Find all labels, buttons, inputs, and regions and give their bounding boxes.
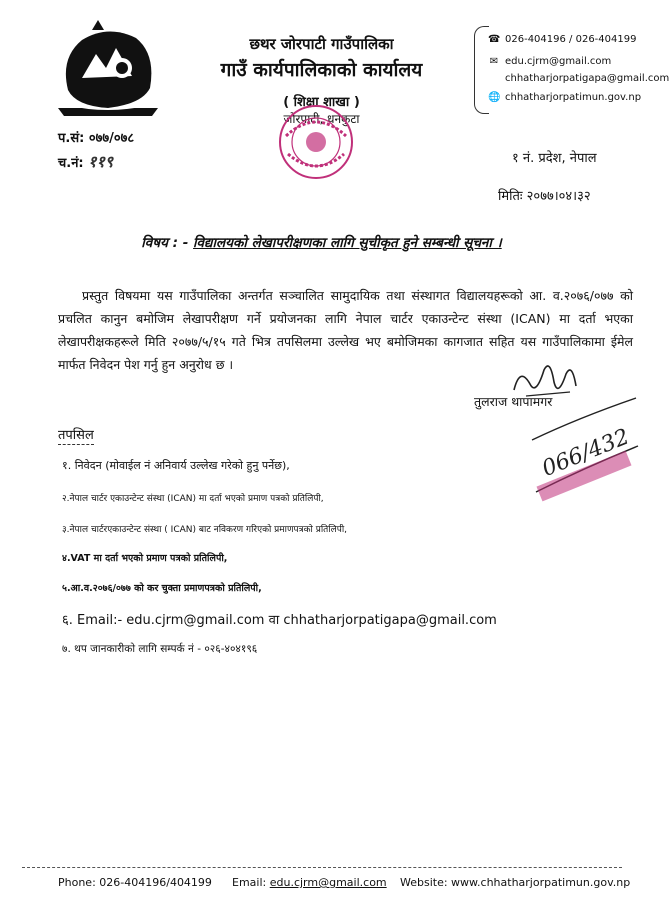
office-location: जोरपाटी, धनकुटा <box>283 112 360 126</box>
list-item: ४.VAT मा दर्ता भएको प्रमाण पत्रको प्रतिलिपी, <box>62 553 228 564</box>
list-item: २.नेपाल चार्टर एकाउन्टेन्ट संस्था (ICAN) मा दर्ता भएको प्रमाण पत्रको प्रतिलिपी, <box>62 494 324 504</box>
subject-line <box>0 233 643 251</box>
body-paragraph: प्रस्तुत विषयमा यस गाउँपालिका अन्तर्गत सञ्चालित सामुदायिक तथा संस्थागत विद्यालयहरूको आ. व.२०७६/०७७ को प्रचलित कानुन बमोजिम लेखापरीक्षण गर्ने प्रयोजनका लागि नेपाल चार्टर एकाउन्टेन्ट संस्था (ICAN) मा दर्ता भएका लेखापरीक्षकहरूले मिति २०७७/५/१५ गते भित्र तपसिलमा उल्लेख भए बमोजिमका कागजात सहित यस गाउँपालिकामा ईमेल मार्फत निवेदन पेश गर्नु हुन अनुरोध छ । <box>58 288 633 372</box>
list-item: ७. थप जानकारीको लागि सम्पर्क नं - ०२६-४०४१९६ <box>62 643 258 655</box>
office-title: गाउँ कार्यपालिकाको कार्यालय <box>220 59 423 81</box>
municipality-name: छथर जोरपाटी गाउँपालिका <box>249 35 394 53</box>
contact-email1: ✉ edu.cjrm@gmail.com <box>489 56 612 67</box>
province-label: १ नं. प्रदेश, नेपाल <box>512 151 597 166</box>
footer-website[interactable]: Website: www.chhatharjorpatimun.gov.np <box>400 876 631 889</box>
dispatch-number: ११९ <box>88 152 114 171</box>
contact-brace <box>474 26 489 114</box>
office-stamp <box>266 98 366 198</box>
phone-icon: ☎ <box>488 34 501 45</box>
list-item: १. निवेदन (मोवाईल नं अनिवार्य उल्लेख गरेको हुनु पर्नेछ), <box>62 459 290 472</box>
footer-email: Email: edu.cjrm@gmail.com <box>232 876 387 889</box>
footer-email-link[interactable]: edu.cjrm@gmail.com <box>269 876 387 889</box>
tapasil-heading: तपसिल <box>58 428 94 443</box>
section-name: ( शिक्षा शाखा ) <box>283 95 360 110</box>
subject-label: विषय : - <box>141 235 189 251</box>
globe-icon: 🌐 <box>488 92 501 103</box>
fiscal-year-ref: प.सं: ०७७/०७८ <box>58 131 135 146</box>
letter-date: मितिः २०७७।०४।३२ <box>498 189 591 204</box>
signer-name: तुलराज थापामगर <box>474 394 553 409</box>
dispatch-ref: च.नं: ११९ <box>58 152 114 171</box>
email-icon: ✉ <box>489 56 499 67</box>
list-item: ३.नेपाल चार्टरएकाउन्टेन्ट संस्था ( ICAN) बाट नविकरण गरिएको प्रमाणपत्रको प्रतिलिपी, <box>62 525 348 535</box>
list-item: ६. Email:- edu.cjrm@gmail.com वा chhatharjorpatigapa@gmail.com <box>62 613 497 628</box>
contact-phone: ☎ 026-404196 / 026-404199 <box>488 34 637 45</box>
footer-divider <box>22 867 622 868</box>
list-item: ५.आ.व.२०७६/०७७ को कर चुक्ता प्रमाणपत्रको प्रतिलिपी, <box>62 583 262 594</box>
contact-email2: chhatharjorpatigapa@gmail.com <box>505 73 669 84</box>
registration-seal <box>528 388 640 498</box>
seal-number: 066/432 <box>538 424 633 482</box>
contact-website: 🌐 chhatharjorpatimun.gov.np <box>488 92 642 103</box>
footer-phone: Phone: 026-404196/404199 <box>58 876 212 889</box>
subject-text: विद्यालयको लेखापरीक्षणका लागि सुचीकृत हुने सम्बन्धी सूचना । <box>193 235 502 251</box>
